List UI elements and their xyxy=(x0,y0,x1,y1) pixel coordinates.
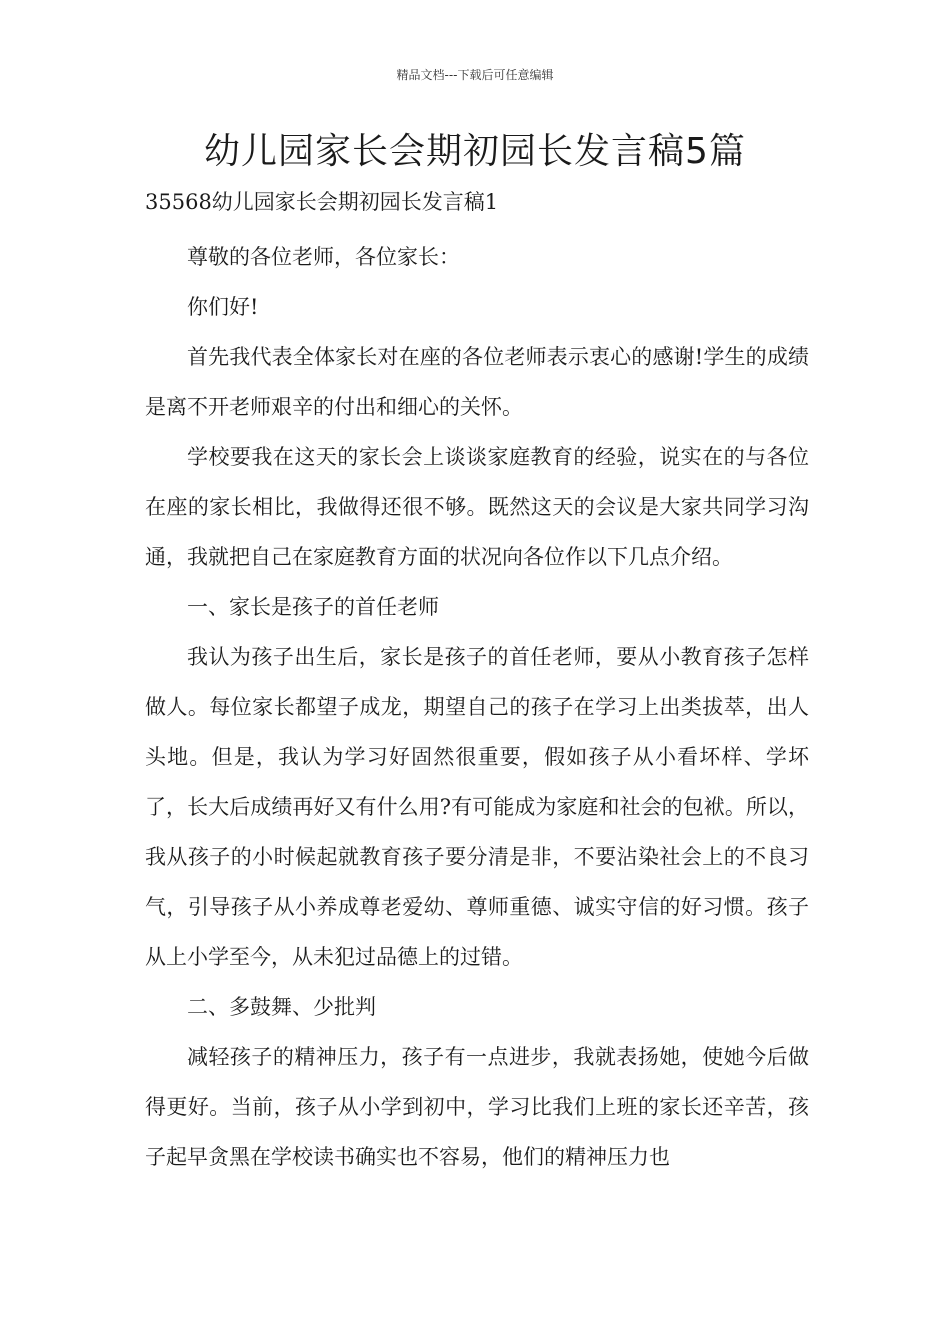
paragraph-section-2: 减轻孩子的精神压力，孩子有一点进步，我就表扬她，使她今后做得更好。当前，孩子从小学到初中，学习比我们上班的家长还辛苦，孩子起早贪黑在学校读书确实也不容易，他们的精神压力也 xyxy=(145,1045,809,1169)
paragraph-section-1: 我认为孩子出生后，家长是孩子的首任老师，要从小教育孩子怎样做人。每位家长都望子成龙，期望自己的孩子在学习上出类拔萃，出人头地。但是，我认为学习好固然很重要，假如孩子从小看坏样、学坏了，长大后成绩再好又有什么用?有可能成为家庭和社会的包袱。所以，我从孩子的小时候起就教育孩子要分清是非，不要沾染社会上的不良习气，引导孩子从小养成尊老爱幼、尊师重德、诚实守信的好习惯。孩子从上小学至今，从未犯过品德上的过错。 xyxy=(145,645,809,969)
document-subtitle: 35568幼儿园家长会期初园长发言稿1 xyxy=(145,190,499,214)
section-heading-1: 一、家长是孩子的首任老师 xyxy=(187,595,439,619)
section-heading-2: 二、多鼓舞、少批判 xyxy=(187,995,376,1019)
header-note: 精品文档---下载后可任意编辑 xyxy=(396,68,554,82)
paragraph-hello: 你们好! xyxy=(187,295,259,319)
document-body xyxy=(145,232,809,1182)
paragraph-thanks: 首先我代表全体家长对在座的各位老师表示衷心的感谢!学生的成绩是离不开老师艰辛的付出和细心的关怀。 xyxy=(145,345,809,419)
paragraph-intro: 学校要我在这天的家长会上谈谈家庭教育的经验，说实在的与各位在座的家长相比，我做得还很不够。既然这天的会议是大家共同学习沟通，我就把自己在家庭教育方面的状况向各位作以下几点介绍。 xyxy=(145,445,809,569)
paragraph-greeting: 尊敬的各位老师，各位家长： xyxy=(187,245,460,269)
document-title: 幼儿园家长会期初园长发言稿5篇 xyxy=(204,131,746,172)
